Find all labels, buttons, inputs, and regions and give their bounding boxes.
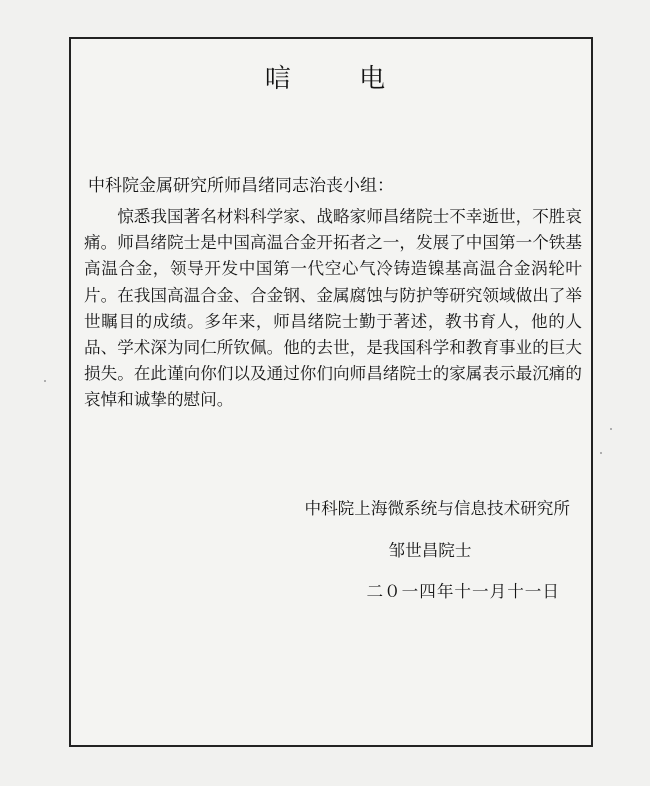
scan-speck: [44, 380, 46, 382]
document-title: 唁 电: [264, 64, 416, 94]
body-paragraph: 惊悉我国著名材料科学家、战略家师昌绪院士不幸逝世，不胜哀痛。师昌绪院士是中国高温合金开拓者之一，发展了中国第一个铁基高温合金，领导开发中国第一代空心气冷铸造镍基高温合金涡轮叶片。在我国高温合金、合金钢、金属腐蚀与防护等研究领域做出了举世瞩目的成绩。多年来，师昌绪院士勤于著述，教书育人，他的人品、学术深为同仁所钦佩。他的去世，是我国科学和教育事业的巨大损失。在此谨向你们以及通过你们向师昌绪院士的家属表示最沉痛的哀悼和诚挚的慰问。: [84, 207, 582, 410]
scan-speck: [610, 428, 612, 430]
salutation: 中科院金属研究所师昌绪同志治丧小组：: [88, 176, 394, 196]
signature-name: 邹世昌院士: [388, 541, 472, 560]
signature-organization: 中科院上海微系统与信息技术研究所: [304, 499, 570, 518]
scan-speck: [600, 452, 602, 454]
signature-date: 二０一四年十一月十一日: [366, 582, 560, 601]
